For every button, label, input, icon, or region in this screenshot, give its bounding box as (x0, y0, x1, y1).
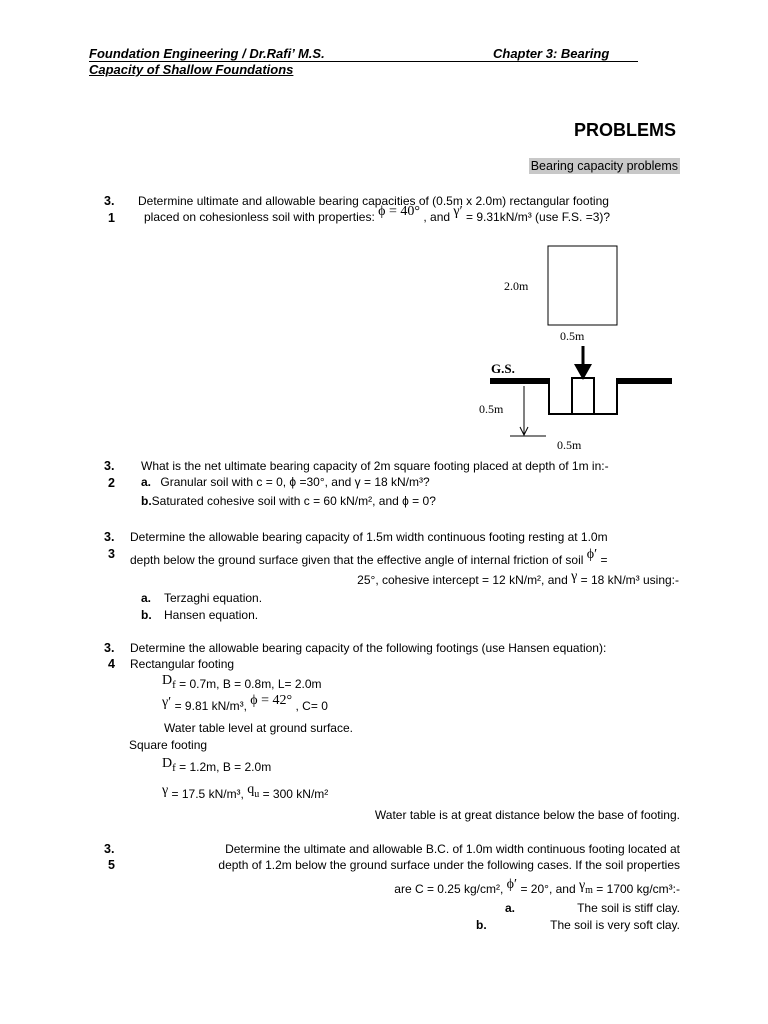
item-label: a. (141, 475, 152, 489)
ground-surface-left (490, 378, 549, 384)
problem-3-4-rect-line1 (162, 673, 322, 695)
problem-3-4-sq-title: Square footing (129, 738, 208, 752)
df-symbol (162, 756, 176, 774)
problem-3-5-line3 (394, 877, 680, 900)
gamma-symbol: γ (571, 569, 578, 584)
figure-gs-label: G.S. (491, 361, 515, 376)
problem-3-3-line1: Determine the allowable bearing capacity of 1.5m width continuous footing resting at 1.0m (130, 530, 608, 544)
text: are C = 0.25 kg/cm², (394, 882, 504, 896)
header-right: Chapter 3: Bearing (493, 46, 610, 61)
problem-3-2-item-a (141, 475, 430, 489)
problem-3-5-number-sub: 5 (108, 858, 115, 872)
gamma-symbol-sub: m (585, 884, 593, 896)
problem-3-3-number: 3. (104, 530, 115, 544)
depth-dimension-arrow (520, 427, 528, 435)
problem-3-5-item-b-label: b. (476, 918, 487, 932)
problem-3-4-number-sub: 4 (108, 657, 115, 671)
item-text: Saturated cohesive soil with c = 60 kN/m², and ϕ = 0? (151, 494, 436, 508)
qu-symbol-sub: u (254, 788, 260, 800)
problem-3-4-line1: Determine the allowable bearing capacity of the following footings (use Hansen equation): (130, 641, 607, 655)
problem-3-4-sq-line1 (162, 756, 272, 778)
problem-3-1-line1: Determine ultimate and allowable bearing capacities of (0.5m x 2.0m) rectangular footing (138, 194, 609, 208)
item-text: Granular soil with c = 0, ϕ =30°, and γ = 18 kN/m³? (160, 475, 430, 489)
gamma-symbol: γ (162, 783, 169, 798)
df-symbol-letter: D (162, 673, 173, 688)
phi-prime-symbol: ϕ′ (586, 547, 598, 562)
load-arrow-head (574, 364, 592, 380)
problem-3-5-item-b-text: The soil is very soft clay. (550, 918, 680, 932)
problem-3-2-line1: What is the net ultimate bearing capacity of 2m square footing placed at depth of 1m in:- (141, 459, 609, 473)
df-symbol-letter: D (162, 756, 173, 771)
footing-column (572, 378, 594, 414)
item-text: Terzaghi equation. (164, 591, 263, 605)
gamma-m-symbol (578, 878, 593, 896)
phi-symbol: ϕ = 42° (250, 693, 293, 708)
problem-3-3-item-b (141, 608, 259, 622)
text: = 1.2m, B = 2.0m (179, 760, 272, 774)
gamma-symbol: γ′ (453, 204, 463, 219)
problem-3-3-line2 (130, 547, 608, 569)
problem-3-2-item-b (141, 494, 436, 508)
problem-3-1-number: 3. (104, 194, 115, 208)
df-symbol-sub: f (172, 761, 176, 774)
problem-3-2-number-sub: 2 (108, 476, 115, 490)
text: = 1700 kg/cm³:- (596, 882, 680, 896)
phi-prime-symbol: ϕ′ (506, 877, 518, 892)
text: placed on cohesionless soil with properties: (144, 210, 375, 224)
figure-plan-width-label: 2.0m (504, 279, 529, 293)
problem-3-1-line2 (144, 204, 611, 226)
item-label: b. (141, 494, 152, 508)
text: = 9.81 kN/m³, (174, 699, 247, 713)
problem-3-5-item-a-label: a. (505, 901, 516, 915)
item-text: Hansen equation. (164, 608, 259, 622)
gamma-prime-symbol: γ′ (162, 695, 172, 710)
problem-3-4-rect-line3: Water table level at ground surface. (164, 721, 353, 735)
problem-3-4-rect-line2 (162, 693, 328, 715)
qu-symbol-letter: q (247, 782, 255, 797)
problem-3-5-number: 3. (104, 842, 115, 856)
qu-symbol (247, 782, 260, 800)
problem-3-5-item-a-text: The soil is stiff clay. (577, 901, 680, 915)
gamma-symbol-letter: γ (578, 878, 586, 893)
problem-3-4-sq-line3: Water table is at great distance below the base of footing. (374, 808, 680, 822)
text: 25°, cohesive intercept = 12 kN/m², and (357, 573, 568, 587)
df-symbol-sub: f (172, 678, 176, 691)
figure-section-bottom-label: 0.5m (557, 438, 582, 452)
header-left: Foundation Engineering / Dr.Rafi’ M.S. (89, 46, 325, 61)
problem-3-4-sq-line2 (162, 782, 329, 805)
figure-plan-bottom-label: 0.5m (560, 329, 585, 343)
text: depth below the ground surface given that the effective angle of internal friction of soil (130, 553, 584, 567)
text: = 18 kN/m³ using:- (580, 573, 679, 587)
df-symbol (162, 673, 176, 691)
problem-3-4-rect-title: Rectangular footing (130, 657, 235, 671)
item-label: a. (141, 591, 152, 605)
footing-section-outline (549, 378, 617, 414)
problem-3-4-number: 3. (104, 641, 115, 655)
item-label: b. (141, 608, 152, 622)
text: = 9.31kN/m³ (use F.S. =3)? (466, 210, 611, 224)
figure-depth-label: 0.5m (479, 402, 504, 416)
text: , and (423, 210, 451, 224)
text: = 300 kN/m² (262, 787, 329, 801)
text: = (600, 553, 608, 567)
problem-3-2-number: 3. (104, 459, 115, 473)
header-line2: Capacity of Shallow Foundations (89, 62, 294, 77)
footing-plan-rect (548, 246, 617, 325)
text: = 20°, and (520, 882, 576, 896)
page-subtitle: Bearing capacity problems (530, 159, 678, 173)
problem-3-5-line1: Determine the ultimate and allowable B.C. of 1.0m width continuous footing located at (225, 842, 680, 856)
problem-3-3-line3 (357, 569, 679, 589)
text: , C= 0 (295, 699, 328, 713)
text: = 17.5 kN/m³, (171, 787, 244, 801)
problem-3-3-item-a (141, 591, 263, 605)
page-title: PROBLEMS (573, 120, 676, 140)
ground-surface-right (617, 378, 672, 384)
problem-3-5-line2: depth of 1.2m below the ground surface under the following cases. If the soil properties (218, 858, 680, 872)
problem-3-3-number-sub: 3 (108, 547, 115, 561)
phi-symbol: ϕ = 40° (378, 204, 421, 219)
text: = 0.7m, B = 0.8m, L= 2.0m (179, 677, 322, 691)
problem-3-1-number-sub: 1 (108, 211, 115, 225)
